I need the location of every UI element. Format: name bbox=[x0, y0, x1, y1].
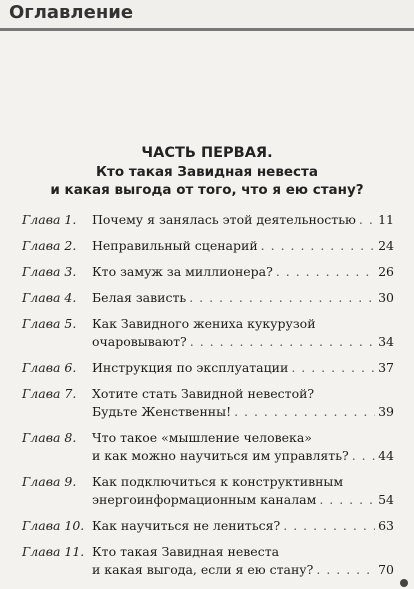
chapter-title: Инструкция по эксплуатации bbox=[92, 360, 289, 375]
toc-entry[interactable] bbox=[92, 334, 394, 349]
leader-dots bbox=[316, 562, 375, 577]
part-subtitle-line-1: Кто такая Завидная невеста bbox=[96, 164, 318, 180]
part-title: ЧАСТЬ ПЕРВАЯ. bbox=[141, 145, 273, 161]
chapter-label: Глава 1. bbox=[22, 212, 77, 227]
leader-dots bbox=[276, 264, 375, 279]
chapter-title: Неправильный сценарий bbox=[92, 238, 258, 253]
toc-entry[interactable] bbox=[92, 264, 394, 279]
leader-dots bbox=[261, 238, 375, 253]
leader-dots bbox=[234, 404, 375, 419]
leader-dots bbox=[190, 334, 375, 349]
page-number: 11 bbox=[378, 212, 394, 227]
leader-dots bbox=[359, 212, 375, 227]
chapter-label: Глава 2. bbox=[22, 238, 77, 253]
page-number: 63 bbox=[378, 518, 394, 533]
chapter-title[interactable]: Как подключиться к конструктивным bbox=[92, 474, 344, 489]
chapter-title: и какая выгода, если я ею стану? bbox=[92, 562, 314, 577]
toc-entry[interactable] bbox=[92, 360, 394, 375]
chapter-label: Глава 5. bbox=[22, 316, 77, 331]
page-corner-mark bbox=[400, 579, 408, 587]
leader-dots bbox=[189, 290, 375, 305]
part-subtitle-line-2: и какая выгода от того, что я ею стану? bbox=[50, 182, 364, 198]
chapter-title: Почему я занялась этой деятельностью bbox=[92, 212, 356, 227]
chapter-title: и как можно научиться им управлять? bbox=[92, 448, 349, 463]
leader-dots bbox=[283, 518, 375, 533]
page-number: 37 bbox=[378, 360, 394, 375]
page-number: 70 bbox=[378, 562, 394, 577]
page-number: 54 bbox=[378, 492, 394, 507]
leader-dots bbox=[352, 448, 375, 463]
chapter-label: Глава 8. bbox=[22, 430, 77, 445]
chapter-label: Глава 9. bbox=[22, 474, 77, 489]
page-number: 30 bbox=[378, 290, 394, 305]
toc-entry[interactable] bbox=[92, 492, 394, 507]
toc-entry[interactable] bbox=[92, 562, 394, 577]
page-number: 24 bbox=[378, 238, 394, 253]
chapter-label: Глава 3. bbox=[22, 264, 77, 279]
toc-entry[interactable] bbox=[92, 290, 394, 305]
leader-dots bbox=[291, 360, 375, 375]
chapter-title: Кто замуж за миллионера? bbox=[92, 264, 273, 279]
toc-entry[interactable] bbox=[92, 518, 394, 533]
page-number: 34 bbox=[378, 334, 394, 349]
page-title: Оглавление bbox=[9, 2, 134, 23]
chapter-title[interactable]: Как Завидного жениха кукурузой bbox=[92, 316, 316, 331]
chapter-label: Глава 7. bbox=[22, 386, 77, 401]
toc-entry[interactable] bbox=[92, 448, 394, 463]
chapter-title[interactable]: Кто такая Завидная невеста bbox=[92, 544, 280, 559]
toc-entry[interactable] bbox=[92, 238, 394, 253]
chapter-title: Будьте Женственны! bbox=[92, 404, 232, 419]
leader-dots bbox=[319, 492, 375, 507]
page-number: 26 bbox=[378, 264, 394, 279]
page-number: 44 bbox=[378, 448, 394, 463]
toc-entry[interactable] bbox=[92, 404, 394, 419]
toc-entry[interactable] bbox=[92, 212, 394, 227]
chapter-title: очаровывают? bbox=[92, 334, 187, 349]
page-number: 39 bbox=[378, 404, 394, 419]
chapter-title: энергоинформационным каналам bbox=[92, 492, 317, 507]
chapter-title[interactable]: Что такое «мышление человека» bbox=[92, 430, 312, 445]
chapter-title: Белая зависть bbox=[92, 290, 187, 305]
chapter-label: Глава 11. bbox=[22, 544, 85, 559]
chapter-label: Глава 10. bbox=[22, 518, 85, 533]
chapter-label: Глава 4. bbox=[22, 290, 77, 305]
chapter-title: Как научиться не лениться? bbox=[92, 518, 281, 533]
chapter-title[interactable]: Хотите стать Завидной невестой? bbox=[92, 386, 315, 401]
chapter-label: Глава 6. bbox=[22, 360, 77, 375]
